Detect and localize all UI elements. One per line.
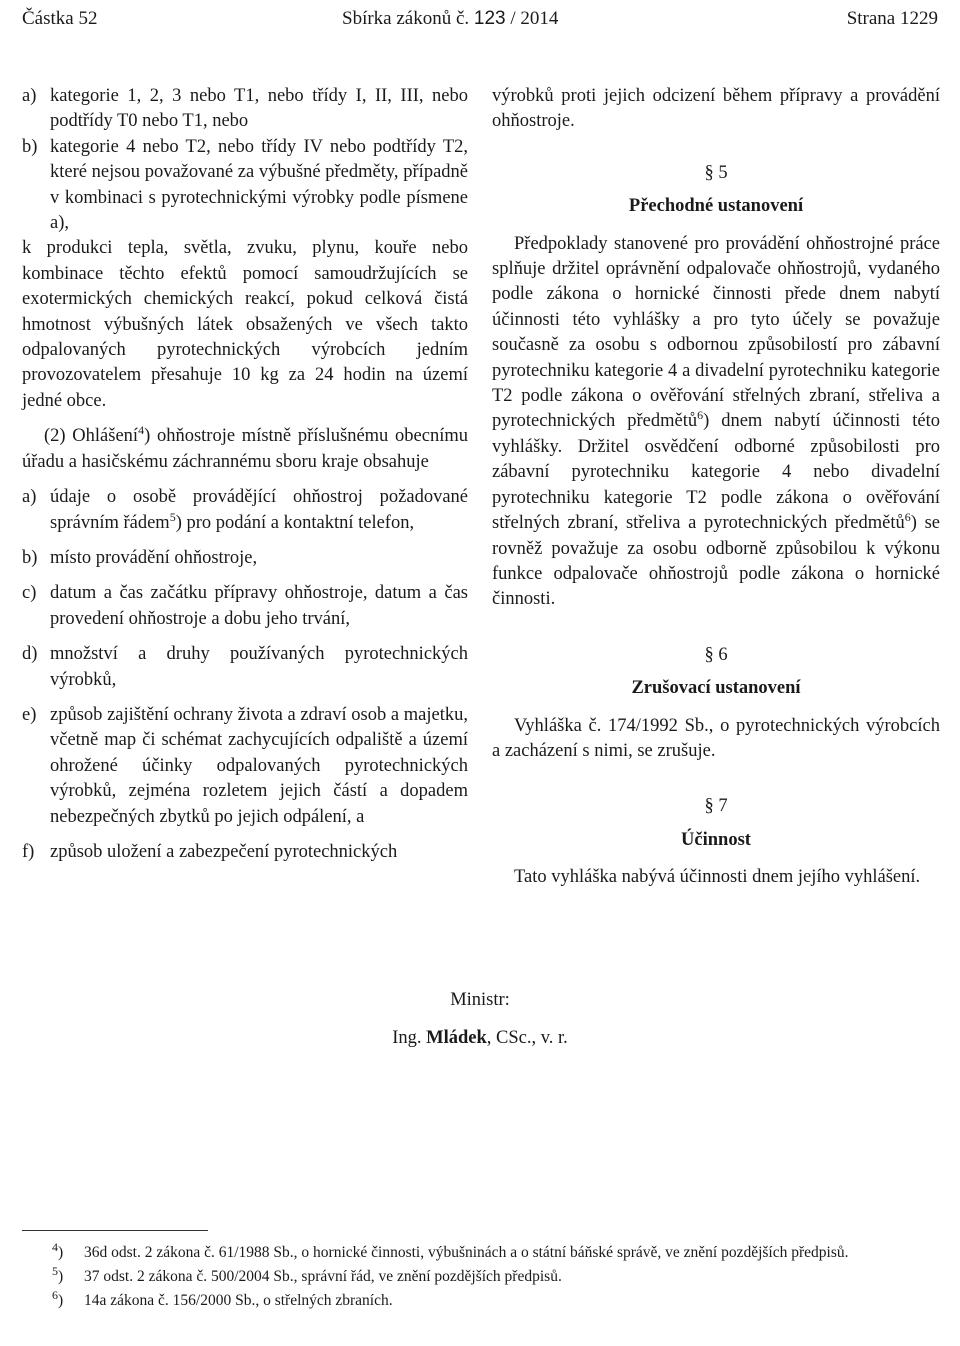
footnote-number: 4 [52, 1239, 58, 1254]
left-column [22, 84, 468, 865]
header-journal [342, 4, 558, 34]
section-text: Vyhláška č. 174/1992 Sb., o pyrotechnických výrobcích a zacházení s nimi, se zrušuje. [492, 715, 940, 761]
item-label: f) [22, 841, 35, 862]
paragraph-continuation: k produkci tepla, světla, zvuku, plynu, kouře nebo kombinace těchto efektů pomocí samoudržujících se exotermických chemických reakcí, pokud celková čistá hmotnost výbušných látek obsažených ve všech takto odpalovaných pyrotechnických výrobcích jedním provozovatelem přesahuje 10 kg za 24 hodin na území jedné obce. [22, 238, 468, 411]
section-text: Tato vyhláška nabývá účinnosti dnem jejího vyhlášení. [514, 867, 921, 888]
page-header [22, 4, 938, 34]
footnote-text: 36d odst. 2 zákona č. 61/1988 Sb., o hornické činnosti, výbušninách a o státní báňské správě, ve znění pozdějších předpisů. [84, 1244, 849, 1261]
footnote-text: 14a zákona č. 156/2000 Sb., o střelných zbraních. [84, 1292, 393, 1309]
footnote-ref: 5 [169, 509, 176, 524]
item-text: kategorie 4 nebo T2, nebo třídy IV nebo podtřídy T2, které nejsou považované za výbušné předměty, případně v kombinaci s pyrotechnickými výrobky podle písmene a), [50, 136, 468, 234]
footnote-ref: 6 [904, 509, 911, 524]
item-text [50, 485, 468, 536]
item-text: kategorie 1, 2, 3 nebo T1, nebo třídy I, II, III, nebo podtřídy T0 nebo T1, nebo [50, 86, 468, 132]
footnote [22, 1263, 940, 1287]
right-column [492, 84, 940, 891]
section-text-part: ) se rovněž považuje za osobu odborně způsobilou k výkonu funkce odpalovače ohňostrojů podle zákona o hornické činnosti. [492, 513, 940, 610]
signature-surname: Mládek [426, 1028, 487, 1048]
item-text-part: údaje o osobě provádějící ohňostroj požadované správním řádem [50, 487, 468, 533]
item-label: e) [22, 704, 37, 725]
paragraph-continuation: výrobků proti jejich odcizení během přípravy a provádění ohňostroje. [492, 86, 940, 132]
section-number: § 5 [704, 162, 728, 183]
signature-prefix: Ing. [392, 1028, 422, 1048]
paragraph-2 [22, 424, 468, 475]
footnote-number: 5 [52, 1263, 58, 1278]
section-text [492, 232, 940, 613]
item-label: a) [22, 86, 37, 106]
signature-role: Ministr: [450, 990, 510, 1010]
list-item [22, 840, 468, 865]
item-text: způsob zajištění ochrany života a zdraví osob a majetku, včetně map či schémat zachycujících odpaliště a území ohrožené účinky odpalovaných pyrotechnických výrobků, zejména rozletem jejich částí a dopadem nebezpečných zbytků po jejich odpálení, a [50, 704, 468, 827]
paragraph-2-body: ) ohňostroje místně příslušnému obecnímu úřadu a hasičskému záchrannému sboru kraje obsahuje [22, 426, 468, 472]
footnotes [22, 1239, 940, 1315]
section-title: Přechodné ustanovení [628, 196, 804, 217]
section-title: Zrušovací ustanovení [631, 678, 801, 699]
footnote-mark: $^4$) [52, 1239, 64, 1261]
section-text-part: ) dnem nabytí účinnosti této vyhlášky. Držitel osvědčení odborné způsobilosti pro zábavní pyrotechniku kategorie 4 nebo divadelní pyrotechniku kategorie T2 podle zákona o ověřování střelných zbraní, střeliva a pyrotechnických předmětů [492, 411, 940, 534]
item-label: c) [22, 583, 37, 604]
paragraph-2-lead: (2) Ohlášení [44, 426, 139, 447]
footnote-mark: $^6$) [52, 1287, 64, 1309]
header-journal-title: Sbírka zákonů č. [342, 8, 470, 29]
list-item [22, 546, 468, 571]
header-page-number: Strana 1229 [846, 8, 938, 29]
footnote-text: 37 odst. 2 zákona č. 500/2004 Sb., správní řád, ve znění pozdějších předpisů. [84, 1268, 562, 1285]
footnote-number: 6 [52, 1287, 58, 1302]
list-item [22, 581, 468, 632]
footnote [22, 1239, 940, 1263]
section-number: § 6 [704, 644, 728, 665]
list-item [22, 485, 468, 536]
header-part: Částka 52 [22, 8, 98, 29]
footnote-divider [22, 1230, 208, 1231]
item-text-part: ) pro podání a kontaktní telefon, [175, 512, 415, 533]
item-text: způsob uložení a zabezpečení pyrotechnických [50, 841, 398, 862]
item-label: b) [22, 136, 38, 157]
item-label: b) [22, 547, 38, 568]
footnote-mark: $^5$) [52, 1263, 64, 1285]
item-text: místo provádění ohňostroje, [50, 547, 258, 568]
item-label: d) [22, 644, 38, 665]
footnote [22, 1287, 940, 1311]
section-text-part: Předpoklady stanovené pro provádění ohňostrojné práce splňuje držitel oprávnění odpalovače ohňostrojů, vydaného podle zákona o hornické činnosti přede dnem nabytí účinnosti této vyhlášky a pro tyto účely se považuje současně za osobu s odbornou způsobilostí pro zábavní pyrotechniku kategorie 4 a divadelní pyrotechniku kategorie T2 podle zákona o ověřování střelných zbraní, střeliva a pyrotechnických předmětů [492, 233, 940, 432]
footnote-ref: 6 [697, 408, 704, 423]
list-item [22, 135, 468, 237]
list-item [22, 703, 468, 830]
signature-name [0, 1028, 960, 1049]
section-number: § 7 [704, 796, 728, 817]
signature-suffix: , CSc., v. r. [486, 1028, 568, 1048]
footnote-ref: 4 [138, 423, 145, 438]
header-year: / 2014 [510, 8, 559, 29]
section-title: Účinnost [681, 829, 751, 850]
list-item [22, 84, 468, 135]
list-item [22, 642, 468, 693]
item-text: množství a druhy používaných pyrotechnických výrobků, [50, 644, 468, 690]
item-label: a) [22, 487, 37, 508]
item-text: datum a čas začátku přípravy ohňostroje, datum a čas provedení ohňostroje a dobu jeho trvání, [50, 583, 468, 629]
header-issue-number: 123 [473, 8, 506, 29]
